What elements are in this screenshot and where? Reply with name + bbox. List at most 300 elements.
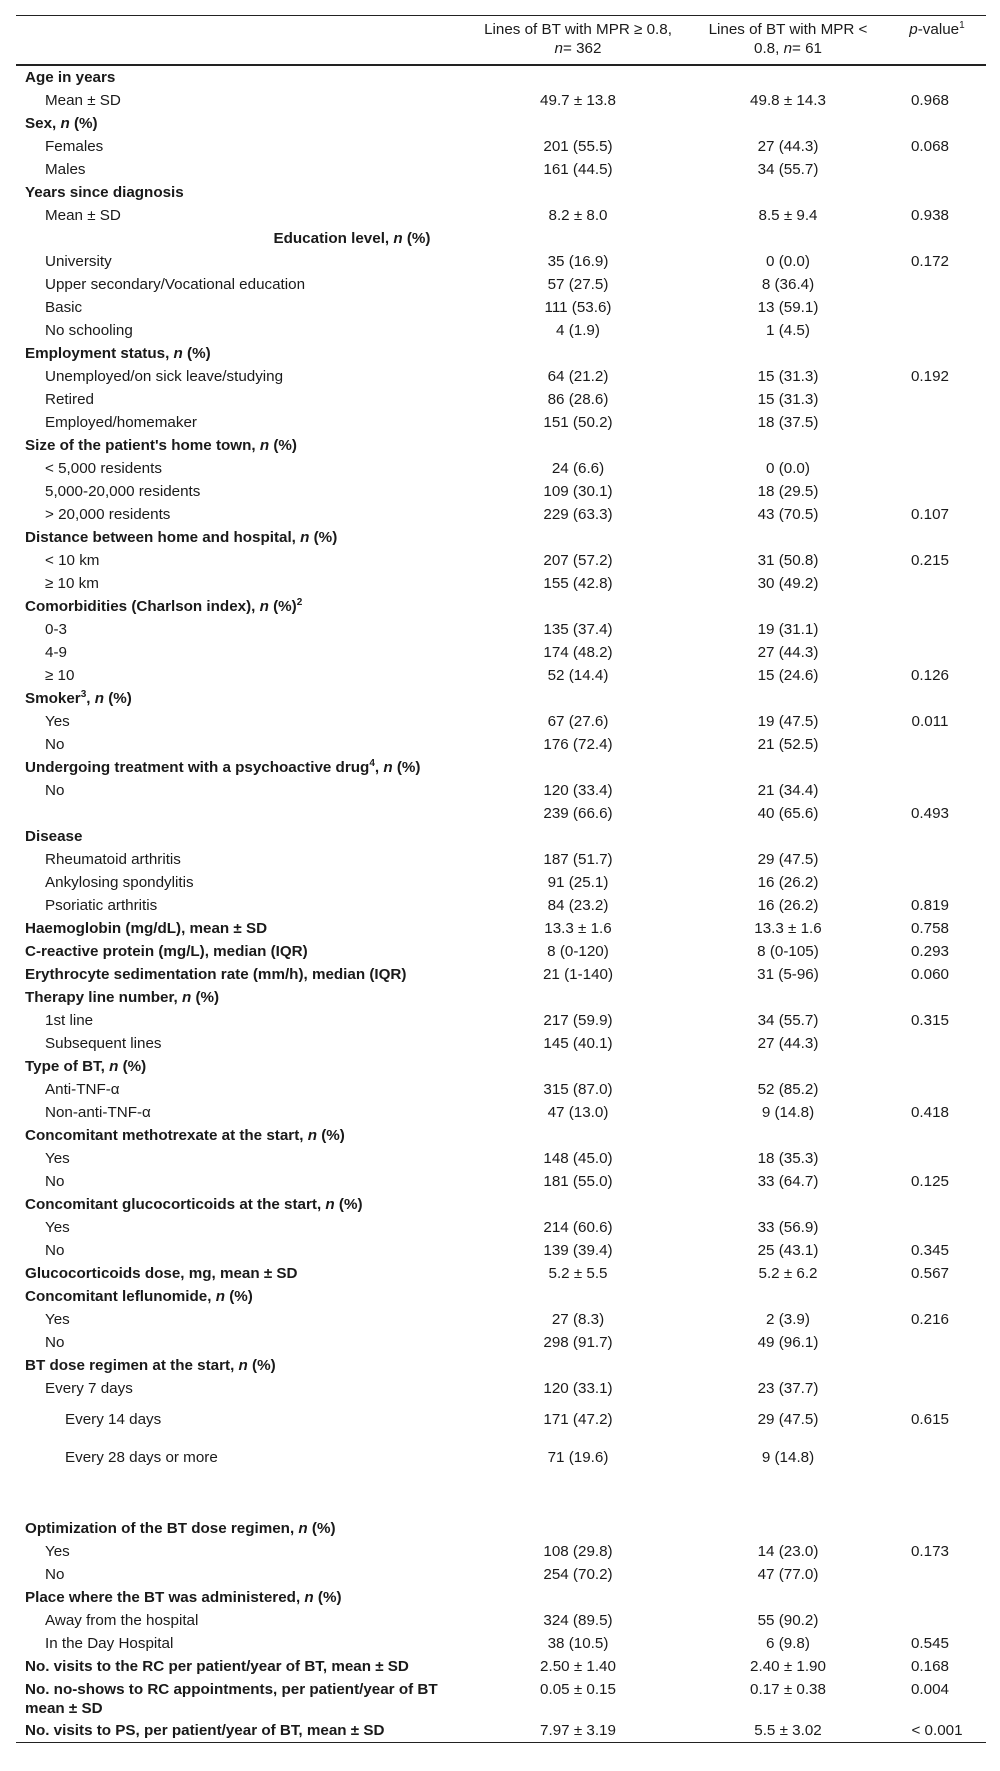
value-mpr-high: 64 (21.2) <box>547 368 609 385</box>
value-mpr-low: 21 (52.5) <box>757 736 819 753</box>
row-label: Yes <box>45 1219 70 1236</box>
section-row <box>16 1517 986 1540</box>
p-value: 0.567 <box>910 1265 949 1282</box>
table-row <box>16 1078 986 1101</box>
table-cell <box>688 227 888 250</box>
table-container <box>16 15 986 1743</box>
table-row <box>16 457 986 480</box>
value-mpr-low: 47 (77.0) <box>757 1566 819 1583</box>
value-mpr-low: 33 (56.9) <box>757 1219 819 1236</box>
table-row <box>16 1719 986 1743</box>
value-mpr-high: 120 (33.4) <box>543 782 613 799</box>
value-mpr-high: 176 (72.4) <box>543 736 613 753</box>
table-row <box>16 296 986 319</box>
section-row <box>16 1586 986 1609</box>
value-mpr-low: 0 (0.0) <box>766 460 810 477</box>
table-row <box>16 135 986 158</box>
p-value: 0.192 <box>910 368 949 385</box>
row-label: No <box>45 1173 65 1190</box>
value-mpr-high: 86 (28.6) <box>547 391 609 408</box>
section-row <box>16 1193 986 1216</box>
text-fragment: Employment status, <box>25 345 174 362</box>
text-fragment: Age in years <box>25 69 116 86</box>
value-mpr-low: 30 (49.2) <box>757 575 819 592</box>
section-row <box>16 1354 986 1377</box>
text-fragment: Concomitant methotrexate at the start, <box>25 1127 308 1144</box>
value-mpr-high: 21 (1-140) <box>542 966 614 983</box>
p-value: 0.615 <box>910 1411 949 1428</box>
row-label: No <box>45 782 65 799</box>
text-fragment: Lines of BT with MPR ≥ 0.8, <box>484 21 672 38</box>
section-row <box>16 181 986 204</box>
row-label: Mean ± SD <box>45 92 121 109</box>
p-value: 0.493 <box>910 805 949 822</box>
text-fragment: Concomitant leflunomide, <box>25 1288 216 1305</box>
row-label: No <box>45 736 65 753</box>
row-label: C-reactive protein (mg/L), median (IQR) <box>25 943 308 960</box>
text-fragment: (%) <box>118 1058 147 1075</box>
value-mpr-high: 298 (91.7) <box>543 1334 613 1351</box>
table-row <box>16 940 986 963</box>
table-row <box>16 710 986 733</box>
p-value: 0.293 <box>910 943 949 960</box>
p-value <box>888 273 986 296</box>
value-mpr-high: 207 (57.2) <box>543 552 613 569</box>
value-mpr-low: 49.8 ± 14.3 <box>750 92 826 109</box>
row-label: 4-9 <box>45 644 67 661</box>
header-mpr-high <box>468 16 688 66</box>
p-value <box>888 1032 986 1055</box>
value-mpr-high: 8.2 ± 8.0 <box>548 207 608 224</box>
value-mpr-low: 9 (14.8) <box>761 1449 815 1466</box>
row-label: No. no-shows to RC appointments, per patient/year of BT mean ± SD <box>25 1681 438 1717</box>
row-label: No schooling <box>45 322 133 339</box>
value-mpr-low: 29 (47.5) <box>757 1411 819 1428</box>
table-row <box>16 503 986 526</box>
row-label: Non-anti-TNF-α <box>45 1104 151 1121</box>
row-label: University <box>45 253 112 270</box>
table-row <box>16 1216 986 1239</box>
section-row <box>16 112 986 135</box>
text-fragment: n <box>383 759 393 776</box>
text-fragment: (%) <box>307 1520 336 1537</box>
value-mpr-high: 139 (39.4) <box>543 1242 613 1259</box>
table-row <box>16 871 986 894</box>
value-mpr-high: 239 (66.6) <box>543 805 613 822</box>
p-value <box>888 158 986 181</box>
value-mpr-low: 52 (85.2) <box>757 1081 819 1098</box>
value-mpr-high: 214 (60.6) <box>543 1219 613 1236</box>
table-row <box>16 664 986 687</box>
text-fragment: (%) <box>334 1196 363 1213</box>
row-label: < 10 km <box>45 552 100 569</box>
text-fragment: 0.8, <box>754 40 784 57</box>
value-mpr-low: 0 (0.0) <box>766 253 810 270</box>
row-label: No <box>45 1242 65 1259</box>
p-value <box>888 411 986 434</box>
value-mpr-low: 16 (26.2) <box>757 897 819 914</box>
table-cell <box>16 1193 986 1216</box>
table-cell <box>16 595 986 618</box>
value-mpr-low: 27 (44.3) <box>757 1035 819 1052</box>
table-row <box>16 1032 986 1055</box>
value-mpr-high: 181 (55.0) <box>543 1173 613 1190</box>
p-value: 0.173 <box>910 1543 949 1560</box>
p-value <box>888 1438 986 1476</box>
text-fragment: = 362 <box>563 40 602 57</box>
value-mpr-high: 91 (25.1) <box>547 874 609 891</box>
text-fragment: Sex, <box>25 115 61 132</box>
text-fragment: Disease <box>25 828 83 845</box>
value-mpr-high: 13.3 ± 1.6 <box>544 920 612 937</box>
table-cell <box>16 342 986 365</box>
p-value: 0.215 <box>910 552 949 569</box>
text-fragment: 2 <box>296 596 303 608</box>
row-label: Upper secondary/Vocational education <box>45 276 306 293</box>
value-mpr-low: 55 (90.2) <box>757 1612 819 1629</box>
value-mpr-high: 0.05 ± 0.15 <box>540 1681 616 1698</box>
text-fragment: n <box>304 1589 314 1606</box>
value-mpr-low: 15 (31.3) <box>757 391 819 408</box>
table-row <box>16 1609 986 1632</box>
value-mpr-low: 40 (65.6) <box>757 805 819 822</box>
value-mpr-high: 47 (13.0) <box>547 1104 609 1121</box>
text-fragment: (%) <box>182 345 211 362</box>
text-fragment: (%) <box>104 690 132 707</box>
spacer-row <box>16 1476 986 1517</box>
value-mpr-low: 21 (34.4) <box>757 782 819 799</box>
value-mpr-high: 171 (47.2) <box>543 1411 613 1428</box>
value-mpr-high: 7.97 ± 3.19 <box>540 1722 616 1739</box>
value-mpr-high: 38 (10.5) <box>547 1635 609 1652</box>
text-fragment: n <box>259 437 270 454</box>
row-label: Yes <box>45 713 70 730</box>
value-mpr-low: 8 (0-105) <box>757 943 819 960</box>
text-fragment: Therapy line number, <box>25 989 182 1006</box>
row-label: In the Day Hospital <box>45 1635 174 1652</box>
text-fragment: n <box>259 598 269 615</box>
text-fragment: (%) <box>268 598 297 615</box>
table-row <box>16 1239 986 1262</box>
text-fragment: Undergoing treatment with a psychoactive drug <box>25 759 370 776</box>
value-mpr-high: 145 (40.1) <box>543 1035 613 1052</box>
table-row <box>16 1147 986 1170</box>
row-label: Glucocorticoids dose, mg, mean ± SD <box>25 1265 298 1282</box>
p-value: 0.125 <box>910 1173 949 1190</box>
section-row <box>16 687 986 710</box>
text-fragment: 3 <box>80 688 87 700</box>
text-fragment: n <box>783 40 793 57</box>
p-value <box>888 641 986 664</box>
value-mpr-low: 19 (31.1) <box>757 621 819 638</box>
table-row <box>16 1009 986 1032</box>
value-mpr-low: 31 (50.8) <box>757 552 819 569</box>
value-mpr-high: 161 (44.5) <box>543 161 613 178</box>
text-fragment: (%) <box>191 989 220 1006</box>
value-mpr-high: 155 (42.8) <box>543 575 613 592</box>
p-value <box>888 1377 986 1400</box>
value-mpr-low: 1 (4.5) <box>766 322 810 339</box>
text-fragment: n <box>307 1127 317 1144</box>
table-row <box>16 1678 986 1719</box>
value-mpr-high: 229 (63.3) <box>543 506 613 523</box>
p-value <box>888 388 986 411</box>
table-row <box>16 1308 986 1331</box>
section-row <box>16 595 986 618</box>
text-fragment: (%) <box>224 1288 253 1305</box>
table-row <box>16 1438 986 1476</box>
p-value: 0.126 <box>910 667 949 684</box>
p-value <box>888 1216 986 1239</box>
table-row <box>16 641 986 664</box>
row-label: < 5,000 residents <box>45 460 162 477</box>
value-mpr-low: 15 (31.3) <box>757 368 819 385</box>
p-value <box>888 1147 986 1170</box>
value-mpr-high: 27 (8.3) <box>551 1311 605 1328</box>
p-value <box>888 871 986 894</box>
row-label: No. visits to PS, per patient/year of BT, mean ± SD <box>25 1722 385 1739</box>
value-mpr-high: 67 (27.6) <box>547 713 609 730</box>
p-value: 0.345 <box>910 1242 949 1259</box>
value-mpr-high: 187 (51.7) <box>543 851 613 868</box>
p-value: 0.968 <box>910 92 949 109</box>
table-row <box>16 204 986 227</box>
text-fragment: (%) <box>69 115 98 132</box>
text-fragment: Comorbidities (Charlson index), <box>25 598 260 615</box>
text-fragment: Place where the BT was administered, <box>25 1589 305 1606</box>
text-fragment: Size of the patient's home town, <box>25 437 260 454</box>
table-row <box>16 250 986 273</box>
value-mpr-low: 8 (36.4) <box>761 276 815 293</box>
value-mpr-low: 18 (37.5) <box>757 414 819 431</box>
text-fragment: n <box>554 40 563 57</box>
table-cell <box>16 1055 986 1078</box>
row-label: Yes <box>45 1543 70 1560</box>
text-fragment: (%) <box>392 759 421 776</box>
table-header <box>16 16 986 66</box>
p-value: 0.758 <box>910 920 949 937</box>
section-row <box>16 227 986 250</box>
text-fragment: Type of BT, <box>25 1058 110 1075</box>
row-label: ≥ 10 <box>45 667 75 684</box>
table-row <box>16 1563 986 1586</box>
row-label: Unemployed/on sick leave/studying <box>45 368 284 385</box>
p-value <box>888 779 986 802</box>
text-fragment: 4 <box>369 757 375 769</box>
value-mpr-high: 120 (33.1) <box>543 1380 613 1397</box>
table-cell <box>16 756 986 779</box>
table-row <box>16 1377 986 1400</box>
value-mpr-low: 5.5 ± 3.02 <box>754 1722 822 1739</box>
section-row <box>16 986 986 1009</box>
text-fragment: Optimization of the BT dose regimen, <box>25 1520 299 1537</box>
value-mpr-low: 31 (5-96) <box>757 966 819 983</box>
p-value: 0.004 <box>910 1681 949 1698</box>
table-row <box>16 1632 986 1655</box>
value-mpr-low: 27 (44.3) <box>757 138 819 155</box>
value-mpr-low: 2 (3.9) <box>766 1311 810 1328</box>
p-value <box>888 1078 986 1101</box>
value-mpr-low: 9 (14.8) <box>761 1104 815 1121</box>
row-label: Females <box>45 138 104 155</box>
value-mpr-high: 108 (29.8) <box>543 1543 613 1560</box>
value-mpr-low: 15 (24.6) <box>757 667 819 684</box>
value-mpr-low: 14 (23.0) <box>757 1543 819 1560</box>
table-row <box>16 802 986 825</box>
value-mpr-high: 4 (1.9) <box>556 322 600 339</box>
table-row <box>16 848 986 871</box>
text-fragment: Distance between home and hospital, <box>25 529 301 546</box>
p-value: 0.172 <box>910 253 949 270</box>
text-fragment: (%) <box>313 1589 342 1606</box>
text-fragment: , <box>374 759 384 776</box>
value-mpr-high: 174 (48.2) <box>543 644 613 661</box>
row-label: Anti-TNF-α <box>45 1081 120 1098</box>
table-row <box>16 572 986 595</box>
table-cell <box>16 1354 986 1377</box>
text-fragment: (%) <box>317 1127 345 1144</box>
row-label: Subsequent lines <box>45 1035 162 1052</box>
table-cell <box>16 434 986 457</box>
text-fragment: Smoker <box>25 690 81 707</box>
table-body <box>16 65 986 1743</box>
table-row <box>16 319 986 342</box>
text-fragment: Concomitant glucocorticoids at the start, <box>25 1196 326 1213</box>
row-label: Retired <box>45 391 94 408</box>
p-value <box>888 1563 986 1586</box>
text-fragment: Years since diagnosis <box>25 184 184 201</box>
text-fragment: Lines of BT with MPR < <box>708 21 868 38</box>
table-row <box>16 549 986 572</box>
value-mpr-low: 0.17 ± 0.38 <box>750 1681 826 1698</box>
value-mpr-high: 57 (27.5) <box>547 276 609 293</box>
table-row <box>16 1655 986 1678</box>
section-row <box>16 1285 986 1308</box>
text-fragment: (%) <box>269 437 297 454</box>
table-row <box>16 779 986 802</box>
value-mpr-low: 34 (55.7) <box>757 161 819 178</box>
table-row <box>16 1170 986 1193</box>
row-label: Mean ± SD <box>45 207 121 224</box>
characteristics-table <box>16 15 986 1743</box>
value-mpr-high: 24 (6.6) <box>551 460 605 477</box>
text-fragment: n <box>238 1357 248 1374</box>
row-label: Away from the hospital <box>45 1612 199 1629</box>
row-label <box>16 802 468 825</box>
value-mpr-high: 217 (59.9) <box>543 1012 613 1029</box>
value-mpr-low: 6 (9.8) <box>766 1635 810 1652</box>
row-label: 5,000-20,000 residents <box>45 483 201 500</box>
table-cell <box>16 1124 986 1147</box>
text-fragment: -value <box>917 21 960 38</box>
row-label: No. visits to the RC per patient/year of BT, mean ± SD <box>25 1658 409 1675</box>
value-mpr-low: 2.40 ± 1.90 <box>750 1658 826 1675</box>
p-value: 0.168 <box>910 1658 949 1675</box>
value-mpr-low: 13 (59.1) <box>757 299 819 316</box>
value-mpr-low: 49 (96.1) <box>757 1334 819 1351</box>
value-mpr-low: 27 (44.3) <box>757 644 819 661</box>
value-mpr-high: 52 (14.4) <box>547 667 609 684</box>
table-cell <box>888 227 986 250</box>
section-row <box>16 756 986 779</box>
row-label: Basic <box>45 299 83 316</box>
section-row <box>16 342 986 365</box>
text-fragment: BT dose regimen at the start, <box>25 1357 239 1374</box>
text-fragment: n <box>181 989 192 1006</box>
value-mpr-high: 71 (19.6) <box>547 1449 609 1466</box>
header-mpr-low <box>688 16 888 66</box>
p-value <box>888 733 986 756</box>
value-mpr-low: 8.5 ± 9.4 <box>758 207 818 224</box>
p-value <box>888 319 986 342</box>
value-mpr-low: 19 (47.5) <box>757 713 819 730</box>
value-mpr-high: 2.50 ± 1.40 <box>540 1658 616 1675</box>
row-label: Haemoglobin (mg/dL), mean ± SD <box>25 920 268 937</box>
value-mpr-high: 254 (70.2) <box>543 1566 613 1583</box>
p-value: 0.107 <box>910 506 949 523</box>
value-mpr-high: 109 (30.1) <box>543 483 613 500</box>
row-label: No <box>45 1334 65 1351</box>
text-fragment: n <box>300 529 310 546</box>
row-label: Yes <box>45 1311 70 1328</box>
p-value <box>888 1609 986 1632</box>
text-fragment: (%) <box>402 230 431 247</box>
table-row <box>16 618 986 641</box>
p-value: 0.060 <box>910 966 949 983</box>
text-fragment: n <box>393 230 403 247</box>
section-row <box>16 825 986 848</box>
value-mpr-high: 35 (16.9) <box>547 253 609 270</box>
section-row <box>16 1055 986 1078</box>
row-label: Employed/homemaker <box>45 414 197 431</box>
p-value: 0.011 <box>911 713 949 730</box>
row-label: 0-3 <box>45 621 67 638</box>
value-mpr-high: 151 (50.2) <box>543 414 613 431</box>
table-cell <box>16 526 986 549</box>
text-fragment: n <box>60 115 70 132</box>
row-label: Every 14 days <box>65 1411 162 1428</box>
table-row <box>16 388 986 411</box>
text-fragment: (%) <box>247 1357 276 1374</box>
row-label: Yes <box>45 1150 70 1167</box>
table-cell <box>16 1476 986 1517</box>
row-label: ≥ 10 km <box>45 575 99 592</box>
value-mpr-high: 49.7 ± 13.8 <box>540 92 616 109</box>
value-mpr-low: 16 (26.2) <box>757 874 819 891</box>
p-value <box>888 296 986 319</box>
table-row <box>16 365 986 388</box>
text-fragment: n <box>325 1196 335 1213</box>
p-value <box>888 848 986 871</box>
text-fragment: n <box>173 345 183 362</box>
row-label: Every 28 days or more <box>65 1449 218 1466</box>
p-value: 0.938 <box>910 207 949 224</box>
value-mpr-high: 148 (45.0) <box>543 1150 613 1167</box>
section-row <box>16 1124 986 1147</box>
p-value <box>888 480 986 503</box>
row-label: 1st line <box>45 1012 94 1029</box>
value-mpr-low: 18 (35.3) <box>757 1150 819 1167</box>
table-row <box>16 480 986 503</box>
value-mpr-high: 324 (89.5) <box>543 1612 613 1629</box>
text-fragment: 1 <box>959 19 965 31</box>
table-row <box>16 1540 986 1563</box>
text-fragment: n <box>298 1520 308 1537</box>
row-label: Every 7 days <box>45 1380 133 1397</box>
value-mpr-high: 135 (37.4) <box>543 621 613 638</box>
p-value: 0.545 <box>910 1635 949 1652</box>
section-row <box>16 526 986 549</box>
